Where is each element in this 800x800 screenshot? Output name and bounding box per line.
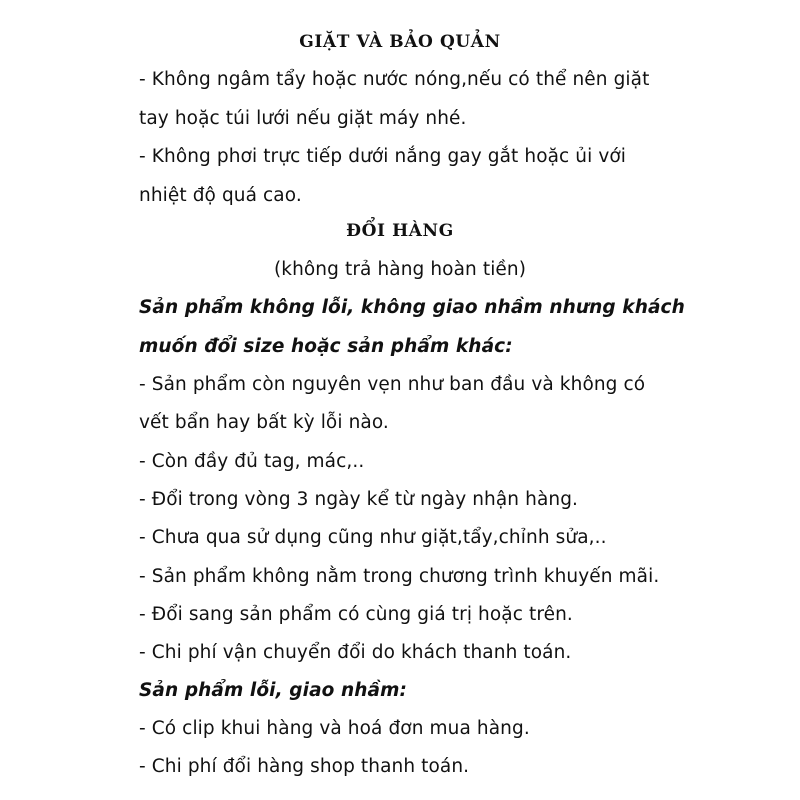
case1-item: - Chưa qua sử dụng cũng như giặt,tẩy,chỉnh sửa,.. <box>139 527 607 548</box>
exchange-note: (không trả hàng hoàn tiền) <box>273 259 527 280</box>
case1-title: muốn đổi size hoặc sản phẩm khác: <box>139 336 513 357</box>
case1-item: - Chi phí vận chuyển đổi do khách thanh toán. <box>139 642 572 663</box>
case1-item: vết bẩn hay bất kỳ lỗi nào. <box>139 412 389 433</box>
case2-title: Sản phẩm lỗi, giao nhầm: <box>139 680 408 701</box>
case2-item: - Chi phí đổi hàng shop thanh toán. <box>139 756 470 777</box>
case1-title: Sản phẩm không lỗi, không giao nhầm nhưng khách <box>139 297 685 318</box>
case1-item: - Đổi trong vòng 3 ngày kể từ ngày nhận hàng. <box>139 489 579 510</box>
case2-item: - Có clip khui hàng và hoá đơn mua hàng. <box>139 718 530 739</box>
wash-care-heading: GIẶT VÀ BẢO QUẢN <box>299 32 501 52</box>
case1-item: - Còn đầy đủ tag, mác,.. <box>139 451 365 472</box>
case1-item: - Sản phẩm còn nguyên vẹn như ban đầu và không có <box>139 374 646 395</box>
wash-care-line: nhiệt độ quá cao. <box>139 185 302 206</box>
case1-item: - Sản phẩm không nằm trong chương trình khuyến mãi. <box>139 566 660 587</box>
case1-item: - Đổi sang sản phẩm có cùng giá trị hoặc trên. <box>139 604 573 625</box>
wash-care-line: - Không phơi trực tiếp dưới nắng gay gắt hoặc ủi với <box>139 146 627 167</box>
wash-care-line: tay hoặc túi lưới nếu giặt máy nhé. <box>139 108 467 129</box>
wash-care-line: - Không ngâm tẩy hoặc nước nóng,nếu có thể nên giặt <box>139 69 650 90</box>
exchange-heading: ĐỔI HÀNG <box>346 221 454 241</box>
